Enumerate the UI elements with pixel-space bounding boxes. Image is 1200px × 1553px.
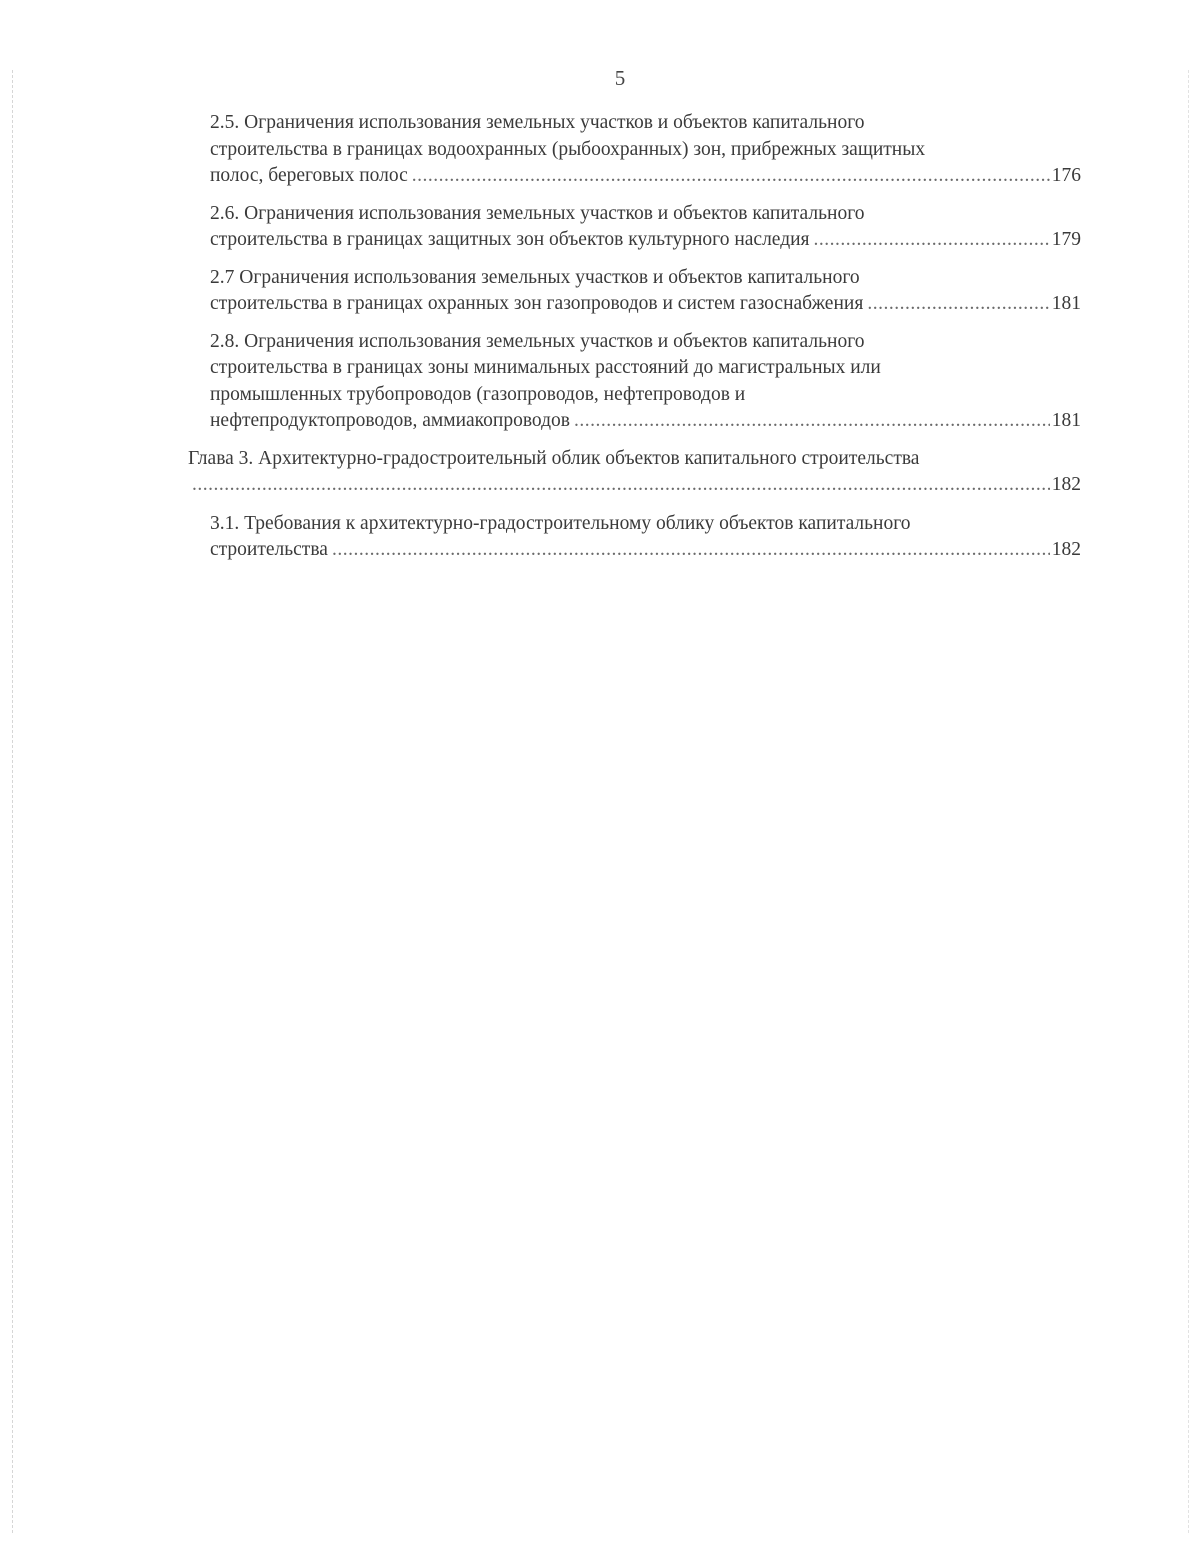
toc-entry-2-6[interactable] [188,201,1081,254]
toc-leader-line [210,227,1081,254]
toc-leader-line [188,472,1081,499]
dot-leader [192,472,1050,499]
toc-entry-title [210,110,1081,163]
toc-entry-line: промышленных трубопроводов (газопроводов, нефтепроводов и [210,383,746,405]
toc-page-number: 182 [1051,474,1081,495]
toc-entry-line: строительства в границах защитных зон объектов культурного наследия [210,229,810,250]
toc-leader-line [210,408,1081,435]
toc-page-number: 179 [1051,229,1081,250]
toc-entry-title [188,446,1081,473]
toc-leader-line [210,291,1081,318]
scan-edge-left [12,70,13,1533]
toc-entry-line: 2.5. Ограничения использования земельных участков и объектов капитального [210,112,865,133]
toc-entry-chapter-3[interactable] [188,446,1081,499]
toc-entry-line: строительства в границах зоны минимальных расстояний до магистральных или [210,357,881,378]
toc-entry-title [210,511,1081,538]
toc-entry-line: строительства [210,539,328,560]
dot-leader [332,537,1050,564]
toc-entry-line: строительства в границах охранных зон газопроводов и систем газоснабжения [210,293,864,314]
scan-edge-right [1188,70,1189,1533]
page-number: 5 [614,66,626,90]
toc-entry-3-1[interactable] [188,511,1081,564]
toc-entry-2-5[interactable] [188,110,1081,190]
toc-entry-line: 3.1. Требования к архитектурно-градостроительному облику объектов капитального [210,512,911,534]
toc-entry-title [210,201,1081,228]
toc-entry-line: 2.8. Ограничения использования земельных участков и объектов капитального [210,330,865,352]
toc-page-number: 181 [1051,410,1081,431]
toc-entry-line: нефтепродуктопроводов, аммиакопроводов [210,410,570,431]
dot-leader [814,227,1050,254]
toc-entry-line: Глава 3. Архитектурно-градостроительный облик объектов капитального строительства [188,447,920,469]
toc-page-number: 182 [1051,539,1081,560]
dot-leader [867,291,1049,318]
dot-leader [412,163,1050,190]
toc-entry-line: полос, береговых полос [210,165,408,186]
toc-entry-title [210,265,1081,292]
toc-entry-line: строительства в границах водоохранных (рыбоохранных) зон, прибрежных защитных [210,138,926,160]
toc-leader-line [210,537,1081,564]
toc-entry-line: 2.7 Ограничения использования земельных участков и объектов капитального [210,266,860,288]
toc-entry-2-8[interactable] [188,329,1081,435]
toc-entry-2-7[interactable] [188,265,1081,318]
toc-page-number: 181 [1051,293,1081,314]
toc-entry-title [210,329,1081,409]
toc-page-number: 176 [1051,165,1081,186]
toc-entry-line: 2.6. Ограничения использования земельных участков и объектов капитального [210,202,865,224]
toc-leader-line [210,163,1081,190]
dot-leader [574,408,1050,435]
table-of-contents [188,110,1081,575]
